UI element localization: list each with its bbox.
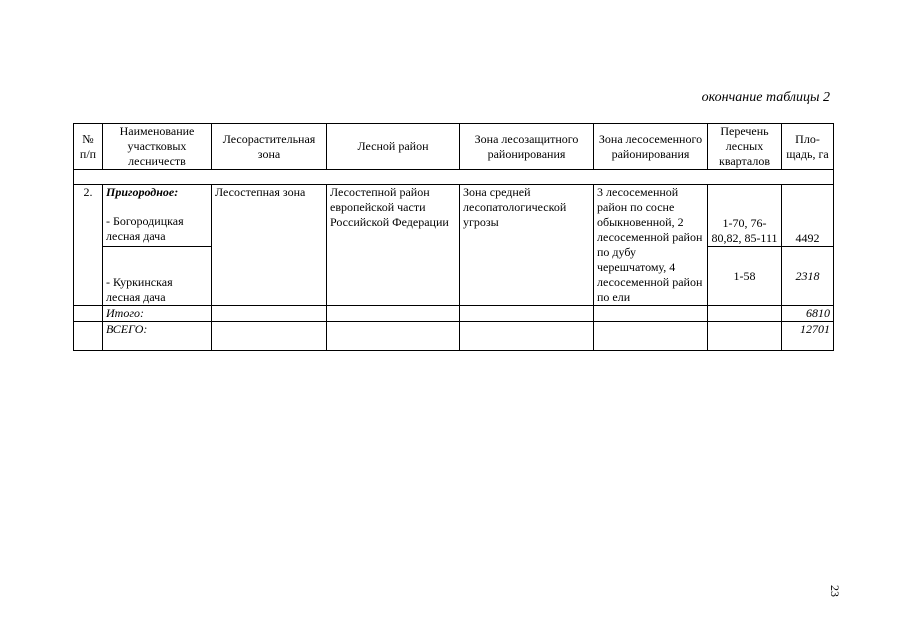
sub1-name: - Богородицкая лесная дача <box>106 214 184 243</box>
table-caption: окончание таблицы 2 <box>701 90 830 105</box>
subtotal-area: 6810 <box>782 306 834 322</box>
total-area: 12701 <box>782 322 834 351</box>
header-row <box>74 124 834 170</box>
header-forest-district: Лесной район <box>327 124 460 170</box>
sub1-quarters: 1-70, 76-80,82, 85-111 <box>708 185 782 247</box>
row-num: 2. <box>74 185 103 306</box>
sub2-area: 2318 <box>782 247 834 306</box>
subtotal-label: Итого: <box>103 306 212 322</box>
sub2-name: - Куркинская лесная дача <box>103 247 212 306</box>
header-protective-zone: Зона лесозащитного районирования <box>460 124 594 170</box>
header-area: Пло-щадь, га <box>782 124 834 170</box>
row-seed-zone: 3 лесосеменной район по сосне обыкновенной, 2 лесосеменной район по дубу черешчатому, 4 лесосеменной район по ели <box>594 185 708 306</box>
row-veg-zone: Лесостепная зона <box>212 185 327 306</box>
sub1-area: 4492 <box>782 185 834 247</box>
header-quarters: Перечень лесных кварталов <box>708 124 782 170</box>
forest-table <box>73 123 834 351</box>
table-row <box>74 185 834 247</box>
header-name: Наименование участковых лесничеств <box>103 124 212 170</box>
total-label: ВСЕГО: <box>103 322 212 351</box>
row-protective-zone: Зона средней лесопатологической угрозы <box>460 185 594 306</box>
row-name-cell <box>103 185 212 247</box>
subtotal-row <box>74 306 834 322</box>
row-forest-district: Лесостепной район европейской части Российской Федерации <box>327 185 460 306</box>
sub2-quarters: 1-58 <box>708 247 782 306</box>
page-number: 23 <box>828 585 842 597</box>
total-row <box>74 322 834 351</box>
header-num: № п/п <box>74 124 103 170</box>
row-name: Пригородное: <box>106 185 179 199</box>
header-seed-zone: Зона лесосеменного районирования <box>594 124 708 170</box>
header-veg-zone: Лесорастительная зона <box>212 124 327 170</box>
spacer-row <box>74 170 834 185</box>
